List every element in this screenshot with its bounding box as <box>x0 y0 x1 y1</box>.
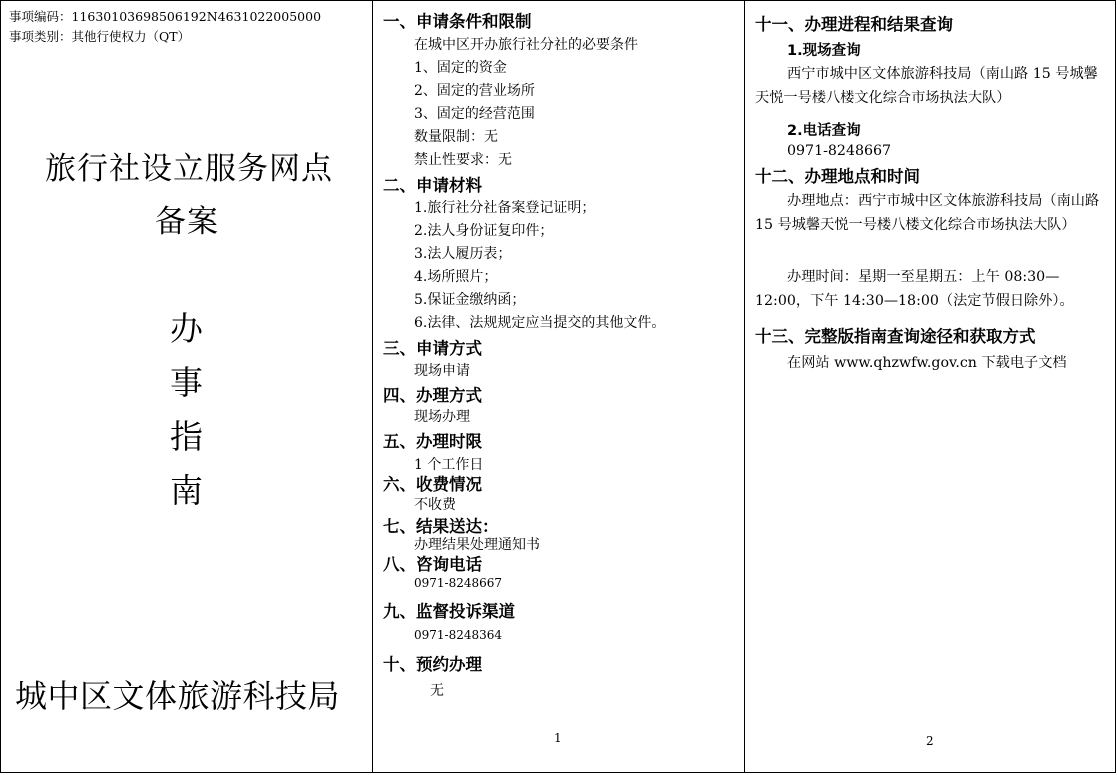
material-item: 5.保证金缴纳函； <box>414 292 526 308</box>
material-item: 4.场所照片； <box>414 269 498 285</box>
page-number: 2 <box>926 734 934 748</box>
material-item: 3.法人履历表； <box>414 246 512 262</box>
section-9-heading: 九、监督投诉渠道 <box>383 602 515 621</box>
cover-panel <box>0 0 373 773</box>
section-5-heading: 五、办理时限 <box>383 432 482 451</box>
section-7-heading: 七、结果送达： <box>383 517 499 536</box>
condition-item: 1、固定的资金 <box>414 60 507 76</box>
section-10-text: 无 <box>430 683 444 699</box>
section-1-heading: 一、申请条件和限制 <box>383 12 532 31</box>
section-11-heading: 十一、办理进程和结果查询 <box>755 15 953 34</box>
section-10-heading: 十、预约办理 <box>383 655 482 674</box>
material-item: 6.法律、法规规定应当提交的其他文件。 <box>414 315 666 331</box>
phone-query-heading: 2.电话查询 <box>787 123 861 139</box>
guide-char-1: 办 <box>170 309 203 348</box>
issuing-office: 城中区文体旅游科技局 <box>15 677 341 715</box>
section-5-text: 1 个工作日 <box>414 457 484 473</box>
section-13-heading: 十三、完整版指南查询途径和获取方式 <box>755 327 1036 346</box>
guide-char-3: 指 <box>170 417 203 456</box>
quantity-limit: 数量限制：无 <box>414 129 498 145</box>
phone-query-number: 0971-8248667 <box>787 143 892 159</box>
section-7-text: 办理结果处理通知书 <box>414 537 540 553</box>
guide-title-line2: 备案 <box>155 204 219 240</box>
item-type: 事项类别：其他行使权力（QT） <box>9 29 191 44</box>
onsite-query-text: 西宁市城中区文体旅游科技局（南山路 15 号城馨天悦一号楼八楼文化综合市场执法大队） <box>755 66 1098 106</box>
material-item: 2.法人身份证复印件； <box>414 223 554 239</box>
guide-char-2: 事 <box>170 363 203 402</box>
page-number: 1 <box>554 731 562 745</box>
section-12-heading: 十二、办理地点和时间 <box>755 167 920 186</box>
onsite-query-heading: 1.现场查询 <box>787 43 861 59</box>
section-2-heading: 二、申请材料 <box>383 176 482 195</box>
consult-phone: 0971-8248667 <box>414 576 503 590</box>
condition-item: 2、固定的营业场所 <box>414 83 535 99</box>
prohibition: 禁止性要求：无 <box>414 152 512 168</box>
condition-item: 3、固定的经营范围 <box>414 106 535 122</box>
material-item: 1.旅行社分社备案登记证明； <box>414 200 596 216</box>
section-4-heading: 四、办理方式 <box>383 386 482 405</box>
section-6-text: 不收费 <box>414 497 456 513</box>
guide-char-4: 南 <box>170 471 203 510</box>
section-8-heading: 八、咨询电话 <box>383 555 482 574</box>
office-hours: 办理时间：星期一至星期五：上午 08:30—12:00，下午 14:30—18:00（法定节假日除外）。 <box>755 269 1074 309</box>
page-1-panel <box>372 0 745 773</box>
office-location: 办理地点：西宁市城中区文体旅游科技局（南山路 15 号城馨天悦一号楼八楼文化综合市场执法大队） <box>755 193 1100 233</box>
website-download-text: 在网站 www.qhzwfw.gov.cn 下载电子文档 <box>787 355 1067 371</box>
section-3-text: 现场申请 <box>414 363 470 379</box>
item-code: 事项编码：11630103698506192N4631022005000 <box>9 9 322 24</box>
page-2-panel <box>744 0 1116 773</box>
section-6-heading: 六、收费情况 <box>383 475 482 494</box>
section-1-intro: 在城中区开办旅行社分社的必要条件 <box>414 37 638 53</box>
section-3-heading: 三、申请方式 <box>383 339 482 358</box>
section-4-text: 现场办理 <box>414 409 470 425</box>
complaint-phone: 0971-8248364 <box>414 628 503 642</box>
guide-title-line1: 旅行社设立服务网点 <box>45 151 333 187</box>
